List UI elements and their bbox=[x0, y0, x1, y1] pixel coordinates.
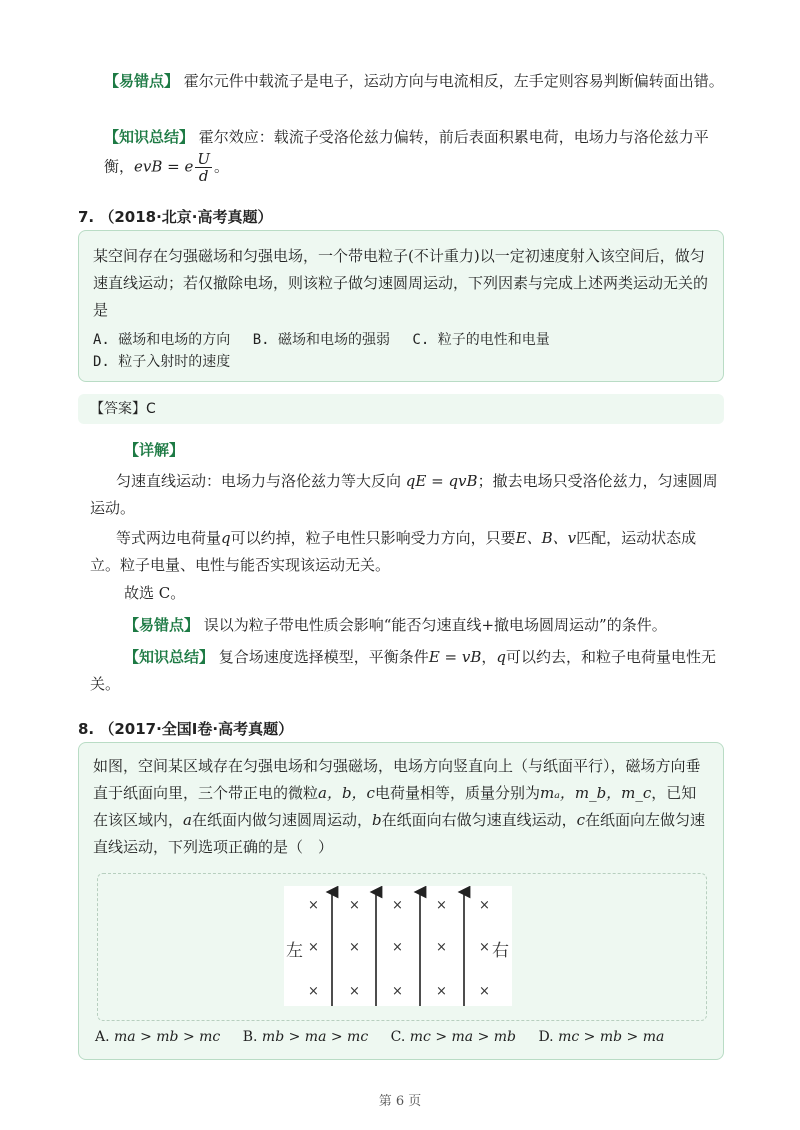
summary-formula: E = vB bbox=[428, 648, 482, 666]
detail-p2-vars: E、B、v bbox=[515, 529, 577, 547]
q8-stem bbox=[93, 753, 711, 861]
q7-stem: 某空间存在匀强磁场和匀强电场，一个带电粒子(不计重力)以一定初速度射入该空间后，做匀速直线运动；若仅撤除电场，则该粒子做匀速圆周运动，下列因素与完成上述两类运动无关的是 bbox=[93, 247, 709, 319]
q7-answer: 【答案】C bbox=[90, 401, 156, 417]
q7-header: 7. （2018·北京·高考真题） bbox=[78, 208, 273, 226]
q7-mistake-paragraph bbox=[124, 612, 724, 639]
q7-options-line1: A. 磁场和电场的方向 B. 磁场和电场的强弱 C. 粒子的电性和电量 bbox=[93, 332, 550, 348]
detail-p1-formula: qE = qvB bbox=[405, 472, 478, 490]
cross-mark: × bbox=[349, 940, 360, 955]
summary-fraction bbox=[195, 151, 212, 184]
q8-var-c: c bbox=[576, 811, 586, 829]
right-label: 右 bbox=[492, 941, 509, 961]
q7-detail-p3: 故选 C。 bbox=[124, 584, 186, 602]
detail-p1-text-a: 匀速直线运动：电场力与洛伦兹力等大反向 bbox=[116, 472, 402, 490]
q7-detail-tag bbox=[124, 437, 184, 464]
q8-option-c: mc > ma > mb bbox=[409, 1029, 516, 1045]
detail-p1-text-b: ；撤去电场只受洛伦兹力，匀速圆周运动。 bbox=[90, 472, 718, 517]
q8-var-b: b bbox=[371, 811, 382, 829]
q7-options bbox=[93, 329, 550, 373]
q8-stem-f: 在纸面向左做匀速直线运动，下列选项正确的是（ ） bbox=[93, 811, 706, 856]
q8-stem-a: 如图，空间某区域存在匀强电场和匀强磁场，电场方向竖直向上（与纸面平行），磁场方向垂直于纸面向里，三个带正电的微粒 bbox=[93, 757, 701, 802]
cross-mark: × bbox=[479, 984, 490, 999]
q7-question-box bbox=[78, 230, 724, 382]
summary-end: 。 bbox=[214, 157, 230, 176]
detail-p2-text-b: 可以约掉，粒子电性只影响受力方向，只要 bbox=[230, 529, 516, 547]
summary-text-b: ， bbox=[481, 648, 497, 666]
cross-mark: × bbox=[392, 984, 403, 999]
q8-option-b-label: B. bbox=[242, 1029, 258, 1045]
q6-mistake-paragraph bbox=[104, 68, 724, 95]
q8-stem-d: 在纸面内做匀速圆周运动， bbox=[191, 811, 372, 829]
cross-mark: × bbox=[349, 898, 360, 913]
q8-masses: mₐ，m_b，m_c bbox=[539, 784, 652, 802]
cross-mark: × bbox=[436, 984, 447, 999]
cross-mark: × bbox=[349, 984, 360, 999]
detail-p2-text-a: 等式两边电荷量 bbox=[116, 529, 222, 547]
q8-figure-frame bbox=[97, 873, 707, 1021]
q7-options-line2: D. 粒子入射时的速度 bbox=[93, 354, 231, 370]
q8-options bbox=[95, 1029, 664, 1045]
summary-formula-lhs: evB = e bbox=[134, 157, 194, 176]
fraction-numerator: U bbox=[197, 150, 211, 168]
summary-text: 霍尔效应：载流子受洛伦兹力偏转，前后表面积累电荷，电场力与洛伦兹力平衡， bbox=[104, 128, 709, 176]
q8-stem-c: ，已知在该区域内， bbox=[93, 784, 697, 829]
mistake-text: 误以为粒子带电性质会影响“能否匀速直线+撤电场圆周运动”的条件。 bbox=[203, 616, 667, 634]
q7-detail-p2 bbox=[90, 525, 718, 579]
q7-summary-paragraph bbox=[90, 644, 718, 698]
mistake-tag: 【易错点】 bbox=[124, 616, 200, 634]
summary-q: q bbox=[496, 648, 506, 666]
cross-mark: × bbox=[479, 940, 490, 955]
field-diagram bbox=[284, 886, 512, 1006]
mistake-tag: 【易错点】 bbox=[104, 72, 180, 90]
q8-option-a-label: A. bbox=[95, 1029, 110, 1045]
mistake-text: 霍尔元件中载流子是电子，运动方向与电流相反，左手定则容易判断偏转面出错。 bbox=[183, 72, 724, 90]
detail-tag: 【详解】 bbox=[124, 441, 185, 459]
q8-question-box bbox=[78, 742, 724, 1060]
summary-text-a: 复合场速度选择模型，平衡条件 bbox=[218, 648, 429, 666]
fraction-denominator: d bbox=[198, 167, 209, 185]
page-number: 第 6 页 bbox=[378, 1094, 422, 1109]
q7-detail-p1 bbox=[90, 468, 718, 522]
q8-stem-b: 电荷量相等，质量分别为 bbox=[374, 784, 540, 802]
summary-text-c: 可以约去，和粒子电荷量电性无关。 bbox=[90, 648, 717, 693]
cross-mark: × bbox=[392, 940, 403, 955]
cross-mark: × bbox=[436, 940, 447, 955]
cross-mark: × bbox=[308, 898, 319, 913]
cross-mark: × bbox=[479, 898, 490, 913]
cross-mark: × bbox=[436, 898, 447, 913]
cross-mark: × bbox=[308, 940, 319, 955]
q8-option-d-label: D. bbox=[538, 1029, 554, 1045]
q8-var-a: a bbox=[183, 811, 192, 829]
left-label: 左 bbox=[286, 941, 303, 961]
q8-option-b: mb > ma > mc bbox=[261, 1029, 369, 1045]
q8-header: 8. （2017·全国I卷·高考真题） bbox=[78, 720, 294, 738]
q8-option-c-label: C. bbox=[390, 1029, 406, 1045]
summary-tag: 【知识总结】 bbox=[124, 648, 215, 666]
q8-option-d: mc > mb > ma bbox=[558, 1029, 665, 1045]
cross-mark: × bbox=[308, 984, 319, 999]
q6-summary-paragraph bbox=[104, 124, 724, 184]
q8-stem-e: 在纸面向右做匀速直线运动， bbox=[381, 811, 577, 829]
detail-p2-q: q bbox=[221, 529, 231, 547]
q8-particles: a，b，c bbox=[318, 784, 375, 802]
summary-tag: 【知识总结】 bbox=[104, 128, 195, 146]
detail-p2-text-c: 匹配，运动状态成立。粒子电量、电性与能否实现该运动无关。 bbox=[90, 529, 697, 574]
cross-mark: × bbox=[392, 898, 403, 913]
q7-answer-bar bbox=[78, 394, 724, 424]
q8-option-a: ma > mb > mc bbox=[114, 1029, 221, 1045]
